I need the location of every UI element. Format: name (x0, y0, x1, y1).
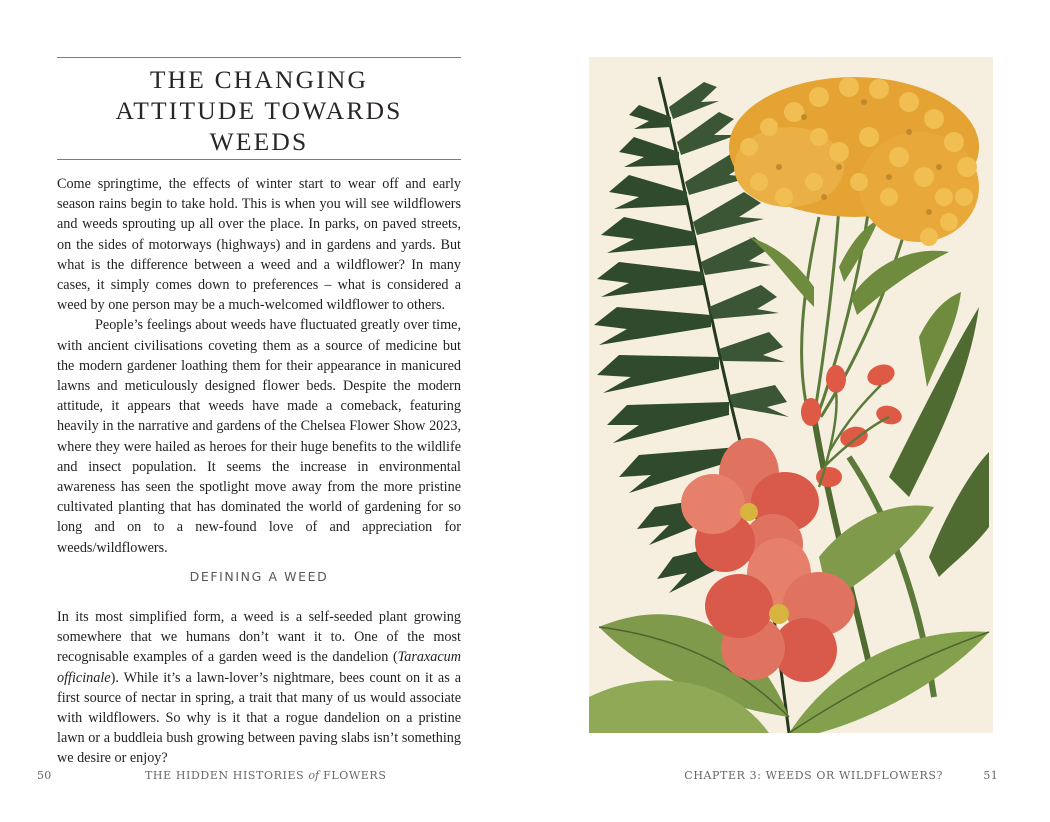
right-page (525, 0, 1050, 822)
page-number-left: 50 (37, 769, 52, 782)
running-head-left (145, 769, 386, 782)
title-bottom-rule (57, 159, 461, 160)
botanical-name: Taraxacum officinale (57, 649, 461, 686)
section-text (57, 607, 461, 769)
paragraph (57, 607, 461, 769)
running-head-text: THE HIDDEN HISTORIES (145, 769, 305, 782)
intro-text (57, 174, 461, 558)
chapter-title-line-2: ATTITUDE TOWARDS (115, 96, 403, 125)
chapter-title-line-1: THE CHANGING (149, 65, 369, 94)
paragraph: Come springtime, the effects of winter start to wear off and early season rains begin to take hold. This is when you will see wildflowers and weeds sprouting up all over the place. In parks, on paved streets, on the sides of motorways (highways) and in gardens and yards. But what is the difference between a weed and a wildflower? In many cases, it simply comes down to preferences – what is considered a weed by one person may be a much-welcomed wildflower to others. (57, 176, 461, 314)
page-number-right: 51 (983, 769, 998, 782)
chapter-title-line-3: WEEDS (209, 127, 309, 156)
running-head-text: FLOWERS (323, 769, 387, 782)
running-head-italic: of (308, 769, 320, 782)
botanical-illustration-image (589, 57, 993, 733)
botanical-illustration (589, 57, 993, 733)
section-heading: DEFINING A WEED (189, 569, 329, 584)
text-run: In its most simplified form, a weed is a self-seeded plant growing somewhere that we humans don’t want it to. One of the most recognisable examples of a garden weed is the dandelion ( (57, 609, 461, 666)
chapter-title (57, 64, 461, 157)
paragraph: People’s feelings about weeds have fluctuated greatly over time, with ancient civilisations coveting them as a source of medicine but the modern gardener loathing them for their appearance in manicured lawns and meticulously designed flower beds. Despite the modern attitude, it appears that weeds have made a comeback, featuring heavily in the narrative and gardens of the Chelsea Flower Show 2023, where they were hailed as heroes for their huge benefits to the wildlife and insect population. It seems the increase in environmental awareness has seen the spotlight move away from the more pristine cultivated planting that has dominated the world of gardening for so long and on to a new-found love of and appreciation for weeds/wildflowers. (57, 317, 461, 556)
running-head-right: CHAPTER 3: WEEDS OR WILDFLOWERS? (684, 769, 943, 782)
title-top-rule (57, 57, 461, 58)
text-run: ). While it’s a lawn-lover’s nightmare, bees count on it as a first source of nectar in spring, a trait that many of us would associate with wildflowers. So why is it that a rogue dandelion on a pristine lawn or a buddleia bush growing between paving slabs isn’t something we desire or enjoy? (57, 669, 461, 767)
